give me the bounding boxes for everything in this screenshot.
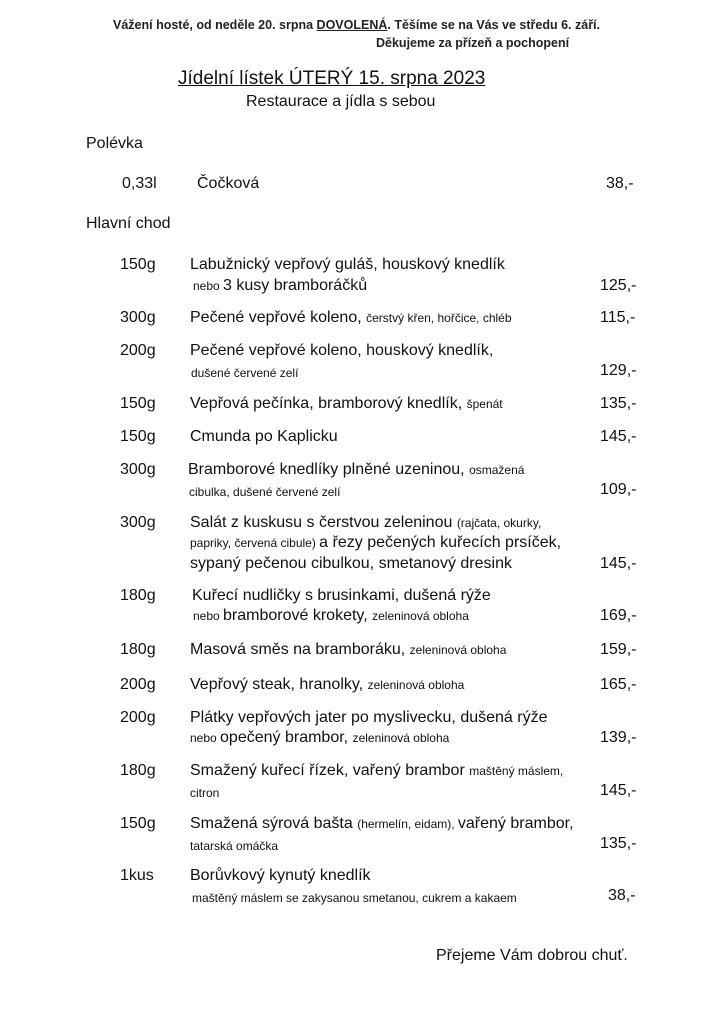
item-price: 145,-	[600, 782, 637, 799]
closing-wish: Přejeme Vám dobrou chuť.	[436, 947, 628, 964]
item-side-note: papriky, červená cibule)	[190, 536, 320, 550]
soup-quantity: 0,33l	[122, 175, 157, 192]
item-name-main: Smažená sýrová bašta	[190, 815, 358, 832]
item-side-note: maštěný máslem,	[469, 764, 564, 778]
item-quantity: 150g	[120, 428, 156, 445]
item-side-note: zeleninová obloha	[367, 678, 465, 692]
item-name: Labužnický vepřový guláš, houskový knedlík	[190, 256, 505, 273]
page-subtitle: Restaurace a jídla s sebou	[246, 93, 436, 110]
item-name-main: Bramborové knedlíky plněné uzeninou,	[188, 461, 470, 478]
item-name-side: vařený brambor,	[457, 815, 574, 832]
item-side-note: tatarská omáčka	[190, 839, 279, 853]
item-price: 135,-	[600, 835, 637, 852]
item-price: 145,-	[600, 555, 637, 572]
item-name-main: Salát z kuskusu s čerstvou zeleninou	[190, 514, 457, 531]
item-side-note: zeleninová obloha	[372, 609, 469, 623]
item-alt-prefix: nebo	[193, 279, 224, 293]
item-price: 145,-	[600, 428, 637, 445]
item-price: 115,-	[600, 309, 636, 326]
soup-name: Čočková	[197, 175, 260, 192]
item-quantity: 150g	[120, 256, 156, 273]
page-title: Jídelní lístek ÚTERÝ 15. srpna 2023	[178, 68, 486, 89]
item-side-note: (hermelín, eidam),	[357, 817, 458, 831]
item-name	[190, 676, 464, 694]
item-name: Pečené vepřové koleno, houskový knedlík,	[190, 342, 494, 359]
item-quantity: 300g	[120, 309, 156, 326]
item-quantity: 180g	[120, 587, 156, 604]
item-name-main: Vepřová pečínka, bramborový knedlík,	[190, 395, 467, 412]
item-name: Cmunda po Kaplicku	[190, 428, 338, 445]
item-quantity: 180g	[120, 641, 156, 658]
item-name-main: Pečené vepřové koleno,	[190, 309, 367, 326]
item-price: 125,-	[600, 277, 637, 294]
item-name-main: Masová směs na bramboráku,	[190, 641, 410, 658]
item-name-main: a řezy pečených kuřecích prsíček,	[319, 534, 562, 551]
item-quantity: 180g	[120, 762, 156, 779]
item-name-line2	[190, 534, 561, 552]
thanks-note: Děkujeme za přízeň a pochopení	[376, 36, 570, 50]
item-side-note: zeleninová obloha	[409, 643, 507, 657]
item-name	[190, 641, 506, 659]
item-side-note: zeleninová obloha	[352, 731, 450, 745]
item-alt-name: opečený brambor,	[220, 729, 353, 746]
item-alt-name: bramborové krokety,	[223, 607, 373, 624]
item-quantity: 1kus	[120, 867, 154, 884]
item-price: 139,-	[600, 729, 637, 746]
item-side-note: osmažená	[469, 463, 525, 477]
item-alt-prefix: nebo	[193, 609, 224, 623]
item-name: Borůvkový kynutý knedlík	[190, 867, 371, 884]
item-side-note: maštěný máslem se zakysanou smetanou, cukrem a kakaem	[192, 891, 517, 905]
item-price: 109,-	[600, 481, 637, 498]
item-name	[190, 762, 563, 780]
item-side-note: citron	[190, 786, 220, 800]
item-name: Kuřecí nudličky s brusinkami, dušená rýže	[192, 587, 491, 604]
item-quantity: 300g	[120, 514, 156, 531]
item-price: 165,-	[600, 676, 637, 693]
item-quantity: 200g	[120, 676, 156, 693]
item-name	[190, 815, 574, 833]
section-heading-soup: Polévka	[86, 135, 143, 152]
item-alternative	[190, 729, 449, 747]
item-name-main: Vepřový steak, hranolky,	[190, 676, 368, 693]
item-name: Plátky vepřových jater po myslivecku, dušená rýže	[190, 709, 548, 726]
item-side-note: čerstvý křen, hořčice, chléb	[366, 311, 512, 325]
vacation-notice-text-c: . Těšíme se na Vás ve středu 6. září.	[387, 18, 601, 32]
item-name	[190, 309, 512, 327]
item-quantity: 300g	[120, 461, 156, 478]
item-alternative	[193, 607, 469, 625]
item-name-main: Smažený kuřecí řízek, vařený brambor	[190, 762, 470, 779]
section-heading-main: Hlavní chod	[86, 215, 171, 232]
item-alt-name: 3 kusy bramboráčků	[223, 277, 368, 294]
vacation-notice	[113, 18, 600, 32]
item-side-note: dušené červené zelí	[191, 366, 299, 380]
item-name	[190, 514, 541, 532]
item-alt-prefix: nebo	[190, 731, 221, 745]
item-name-line3: sypaný pečenou cibulkou, smetanový dresink	[190, 555, 512, 572]
vacation-notice-text-a: Vážení hosté, od neděle 20. srpna	[113, 18, 317, 32]
item-alternative	[193, 277, 367, 295]
item-quantity: 150g	[120, 395, 156, 412]
item-price: 38,-	[608, 887, 636, 904]
item-price: 135,-	[600, 395, 637, 412]
item-side-note: špenát	[466, 397, 503, 411]
item-name	[188, 461, 524, 479]
soup-price: 38,-	[606, 175, 634, 192]
item-name	[190, 395, 503, 413]
item-quantity: 200g	[120, 342, 156, 359]
item-price: 129,-	[600, 362, 637, 379]
item-quantity: 200g	[120, 709, 156, 726]
item-side-note: cibulka, dušené červené zelí	[189, 485, 341, 499]
vacation-notice-highlight: DOVOLENÁ	[316, 18, 388, 32]
item-price: 169,-	[600, 607, 637, 624]
item-side-note: (rajčata, okurky,	[456, 516, 542, 530]
item-price: 159,-	[600, 641, 637, 658]
item-quantity: 150g	[120, 815, 156, 832]
